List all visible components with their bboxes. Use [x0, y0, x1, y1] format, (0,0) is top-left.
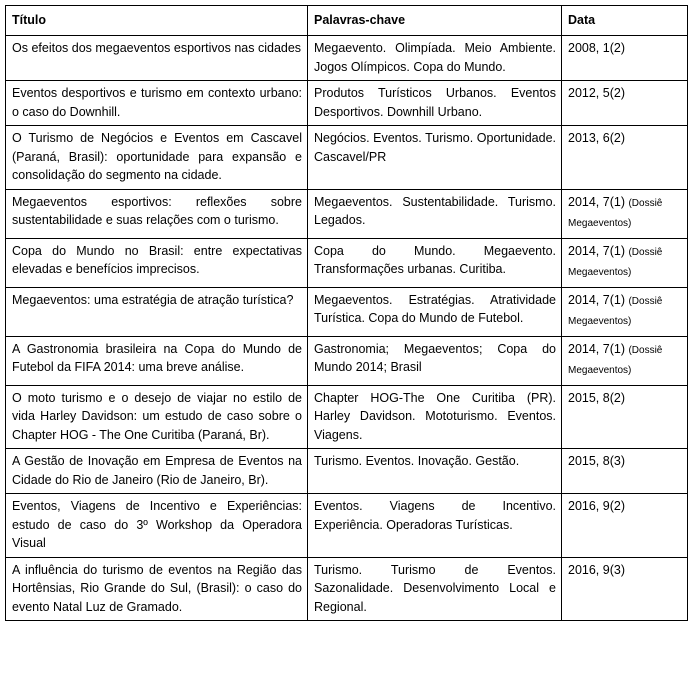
table-row [6, 238, 688, 287]
table-row [6, 385, 688, 449]
date-cell [562, 81, 688, 126]
date-cell [562, 336, 688, 385]
table-row [6, 189, 688, 238]
table-row [6, 81, 688, 126]
keywords-cell: Produtos Turísticos Urbanos. Eventos Desportivos. Downhill Urbano. [308, 81, 562, 126]
date-value: 2015, 8(2) [568, 390, 625, 405]
dossier-note: (Dossiê Megaeventos) [568, 344, 663, 376]
title-cell: O moto turismo e o desejo de viajar no estilo de vida Harley Davidson: um estudo de caso sobre o Chapter HOG - The One Curitiba (Paraná, Br). [6, 385, 308, 449]
header-row [6, 6, 688, 36]
date-cell [562, 557, 688, 621]
keywords-cell: Megaevento. Olimpíada. Meio Ambiente. Jogos Olímpicos. Copa do Mundo. [308, 36, 562, 81]
title-cell: A Gastronomia brasileira na Copa do Mundo de Futebol da FIFA 2014: uma breve análise. [6, 336, 308, 385]
header-title: Título [6, 6, 308, 36]
date-cell [562, 238, 688, 287]
keywords-cell: Megaeventos. Estratégias. Atratividade Turística. Copa do Mundo de Futebol. [308, 287, 562, 336]
date-value: 2013, 6(2) [568, 131, 625, 145]
date-value: 2012, 5(2) [568, 86, 625, 100]
keywords-cell: Turismo. Turismo de Eventos. Sazonalidade. Desenvolvimento Local e Regional. [308, 557, 562, 621]
keywords-cell: Eventos. Viagens de Incentivo. Experiência. Operadoras Turísticas. [308, 494, 562, 558]
date-value: 2014, 7(1) [568, 194, 625, 209]
date-cell [562, 385, 688, 449]
table-row [6, 494, 688, 558]
table-header [6, 6, 688, 36]
date-value: 2016, 9(3) [568, 562, 625, 577]
keywords-cell: Copa do Mundo. Megaevento. Transformações urbanas. Curitiba. [308, 238, 562, 287]
date-cell [562, 36, 688, 81]
title-cell: Eventos, Viagens de Incentivo e Experiências: estudo de caso do 3º Workshop da Operadora Visual [6, 494, 308, 558]
title-cell: Os efeitos dos megaeventos esportivos nas cidades [6, 36, 308, 81]
date-value: 2016, 9(2) [568, 499, 625, 513]
table-row [6, 126, 688, 190]
date-cell [562, 449, 688, 494]
title-cell: Eventos desportivos e turismo em contexto urbano: o caso do Downhill. [6, 81, 308, 126]
table-row [6, 336, 688, 385]
date-value: 2015, 8(3) [568, 454, 625, 468]
keywords-cell: Negócios. Eventos. Turismo. Oportunidade. Cascavel/PR [308, 126, 562, 190]
keywords-cell: Megaeventos. Sustentabilidade. Turismo. Legados. [308, 189, 562, 238]
keywords-cell: Gastronomia; Megaeventos; Copa do Mundo 2014; Brasil [308, 336, 562, 385]
date-value: 2014, 7(1) [568, 243, 625, 258]
keywords-cell: Turismo. Eventos. Inovação. Gestão. [308, 449, 562, 494]
date-cell [562, 287, 688, 336]
table-row [6, 449, 688, 494]
keywords-cell: Chapter HOG-The One Curitiba (PR). Harley Davidson. Mototurismo. Eventos. Viagens. [308, 385, 562, 449]
date-value: 2014, 7(1) [568, 341, 625, 356]
date-value: 2008, 1(2) [568, 41, 625, 55]
date-value: 2014, 7(1) [568, 292, 625, 307]
title-cell: O Turismo de Negócios e Eventos em Cascavel (Paraná, Brasil): oportunidade para expansão e consolidação do segmento na cidade. [6, 126, 308, 190]
date-cell [562, 126, 688, 190]
dossier-note: (Dossiê Megaeventos) [568, 246, 663, 278]
title-cell: A influência do turismo de eventos na Região das Hortênsias, Rio Grande do Sul, (Brasil): o caso do evento Natal Luz de Gramado. [6, 557, 308, 621]
header-keywords: Palavras-chave [308, 6, 562, 36]
date-cell [562, 189, 688, 238]
dossier-note: (Dossiê Megaeventos) [568, 295, 663, 327]
dossier-note: (Dossiê Megaeventos) [568, 197, 663, 229]
title-cell: A Gestão de Inovação em Empresa de Eventos na Cidade do Rio de Janeiro (Rio de Janeiro, Br). [6, 449, 308, 494]
title-cell: Megaeventos esportivos: reflexões sobre sustentabilidade e suas relações com o turismo. [6, 189, 308, 238]
title-cell: Copa do Mundo no Brasil: entre expectativas elevadas e benefícios imprecisos. [6, 238, 308, 287]
table-body [6, 36, 688, 621]
articles-table [5, 5, 688, 621]
title-cell: Megaeventos: uma estratégia de atração turística? [6, 287, 308, 336]
date-cell [562, 494, 688, 558]
table-row [6, 36, 688, 81]
table-row [6, 557, 688, 621]
table-row [6, 287, 688, 336]
header-date: Data [562, 6, 688, 36]
